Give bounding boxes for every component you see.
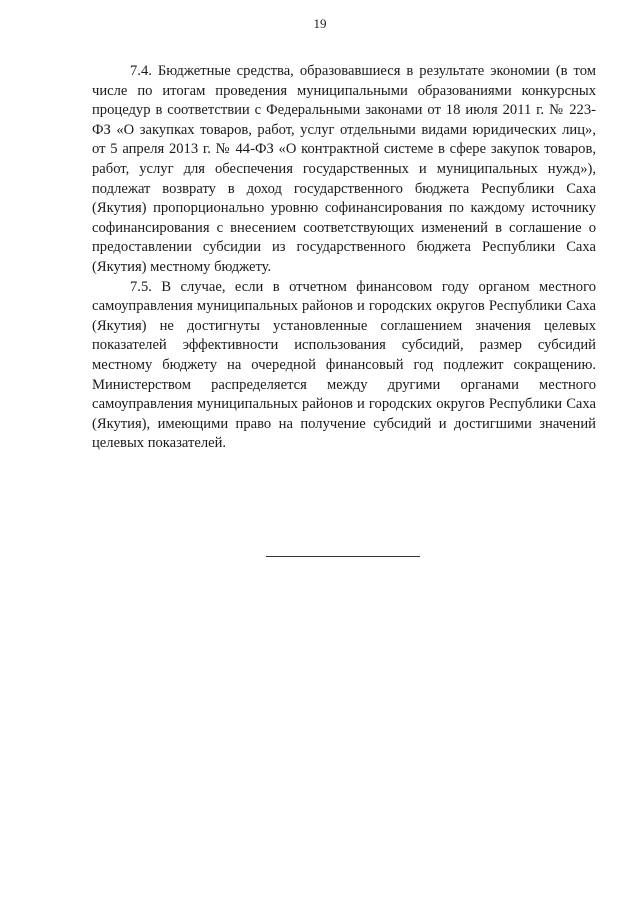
document-body <box>92 62 596 454</box>
page-number: 19 <box>313 16 327 31</box>
paragraph-7-4: 7.4. Бюджетные средства, образовавшиеся в результате экономии (в том числе по итогам проведения муниципальными образованиями конкурсных процедур в соответствии с Федеральными законами от 18 июля 2011 г. № 223-ФЗ «О закупках товаров, работ, услуг отдельными видами юридических лиц», от 5 апреля 2013 г. № 44-ФЗ «О контрактной системе в сфере закупок товаров, работ, услуг для обеспечения государственных и муниципальных нужд»), подлежат возврату в доход государственного бюджета Республики Саха (Якутия) пропорционально уровню софинансирования по каждому источнику софинансирования с внесением соответствующих изменений в соглашение о предоставлении субсидии из государственного бюджета Республики Саха (Якутия) местному бюджету. <box>92 63 596 275</box>
end-divider-line <box>266 556 420 557</box>
paragraph-7-5: 7.5. В случае, если в отчетном финансовом году органом местного самоуправления муниципальных районов и городских округов Республики Саха (Якутия) не достигнуты установленные соглашением значения целевых показателей эффективности использования субсидий, размер субсидий местному бюджету на очередной финансовый год подлежит сокращению. Министерством распределяется между другими органами местного самоуправления муниципальных районов и городских округов Республики Саха (Якутия), имеющими право на получение субсидий и достигшими значений целевых показателей. <box>92 278 596 452</box>
